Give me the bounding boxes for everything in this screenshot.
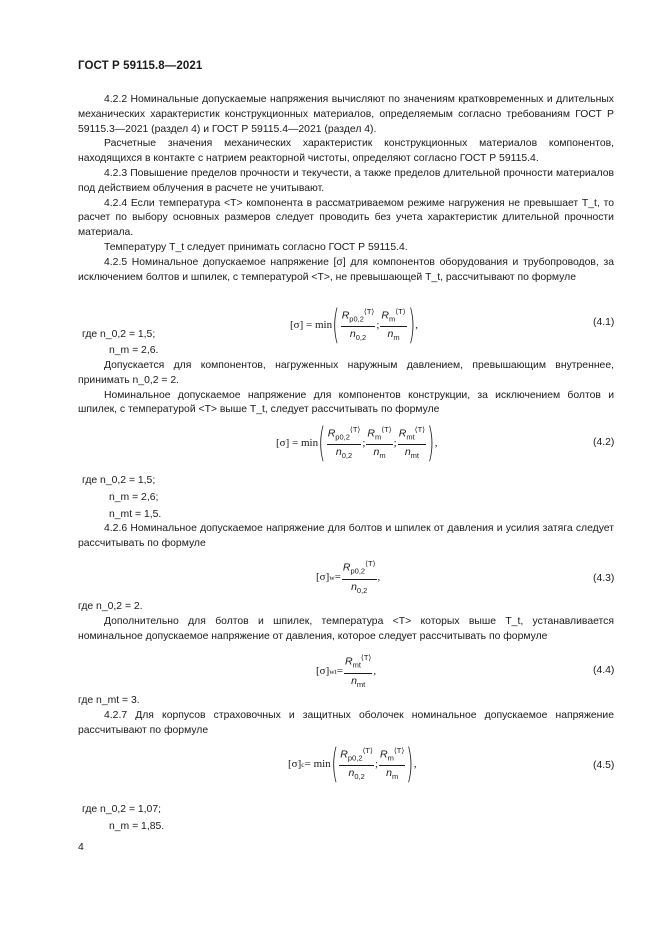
formula-4-1: [σ] = min ( $R_{p0,2}^{⟨T⟩}$ $n_{0,2}$ ; $R_m^{⟨T⟩}$ $n_m$ ) ,: [290, 302, 419, 348]
where-n02-1: где n_0,2 = 1,5;: [82, 329, 156, 340]
where-nmt-4: где n_mt = 3.: [78, 695, 140, 706]
formula-number-4-3: (4.3): [593, 573, 615, 584]
where-nm-1: n_m = 2,6.: [109, 345, 159, 356]
where-nm-2: n_m = 2,6;: [109, 492, 159, 503]
page-number: 4: [78, 842, 84, 853]
where-n02-3: где n_0,2 = 2.: [78, 601, 143, 612]
paragraph-nominal-above-tt: Номинальное допускаемое напряжение для компонентов конструкции, за исключением болтов и шпилек, с температурой <T> выше T_t, следует рассчитывать по формуле: [78, 389, 614, 416]
text-block-1: [78, 93, 614, 285]
where-n02-5: где n_0,2 = 1,07;: [82, 804, 162, 815]
paragraph-allowed-external-pressure: Допускается для компонентов, нагруженных наружным давлением, превышающим внутреннее, принимать n_0,2 = 2.: [78, 360, 614, 386]
paragraph-additional-bolts: Дополнительно для болтов и шпилек, температура <T> которых выше T_t, устанавливается номинальное допускаемое напряжение от давления, которое следует рассчитывать по формуле: [78, 616, 614, 642]
where-nmt-2: n_mt = 1,5.: [109, 509, 162, 520]
text-block-3: [78, 522, 614, 552]
formula-4-2: [σ] = min ( $R_{p0,2}^{⟨T⟩}$ $n_{0,2}$ ; $R_m^{⟨T⟩}$ $n_m$ ; $R_{mt}^{⟨T⟩}$ $n_{mt}$ ) ,: [276, 420, 438, 466]
paragraph-sodium-contact: Расчетные значения механических характеристик конструкционных материалов компонентов, находящихся в контакте с натрием реакторной чистоты, определяют согласно ГОСТ Р 59115.4.: [78, 138, 614, 165]
paragraph-4-2-4: 4.2.4 Если температура <T> компонента в рассматриваемом режиме нагружения не превышает T_t, то расчет по выбору основных размеров следует проводить без учета характеристик длительной прочности материала.: [78, 197, 614, 239]
paragraph-4-2-3: 4.2.3 Повышение пределов прочности и текучести, а также пределов длительной прочности материалов под действием облучения в расчете не учитывают.: [78, 167, 614, 194]
formula-number-4-2: (4.2): [593, 437, 615, 448]
text-block-4: [78, 615, 614, 645]
where-nm-5: n_m = 1,85.: [109, 821, 165, 832]
formula-number-4-4: (4.4): [593, 665, 615, 676]
formula-4-4: [σ] wt = $R_{mt}^{⟨T⟩}$ $n_{mt}$ ,: [316, 653, 377, 689]
formula-4-3: [σ] w = $R_{p0,2}^{⟨T⟩}$ $n_{0,2}$ ,: [316, 559, 381, 595]
document-code-header: ГОСТ Р 59115.8—2021: [78, 60, 203, 72]
formula-4-5: [σ] c = min ( $R_{p0,2}^{⟨T⟩}$ $n_{0,2}$ ; $R_m^{⟨T⟩}$ $n_m$ ) ,: [288, 741, 417, 787]
paragraph-4-2-5: 4.2.5 Номинальное допускаемое напряжение [σ] для компонентов оборудования и трубопроводов, за исключением болтов и шпилек, с температурой <T>, не превышающей T_t, рассчитывают по формуле: [78, 256, 614, 283]
formula-number-4-5: (4.5): [593, 760, 615, 771]
paragraph-4-2-6: 4.2.6 Номинальное допускаемое напряжение для болтов и шпилек от давления и усилия затяга следует рассчитывать по формуле: [78, 523, 614, 549]
paragraph-4-2-2: 4.2.2 Номинальные допускаемые напряжения вычисляют по значениям кратковременных и длительных механических характеристик конструкционных материалов, определяемым согласно требованиям ГОСТ Р 59115.3—2021 (раздел 4) и ГОСТ Р 59115.4—2021 (раздел 4).: [78, 94, 614, 135]
paragraph-4-2-7: 4.2.7 Для корпусов страховочных и защитных оболочек номинальное допускаемое напряжение рассчитывают по формуле: [78, 710, 614, 736]
text-block-2: [78, 359, 614, 418]
where-n02-2: где n_0,2 = 1,5;: [82, 475, 156, 486]
formula-number-4-1: (4.1): [593, 317, 615, 328]
text-block-5: [78, 709, 614, 739]
paragraph-temperature-tt: Температуру T_t следует принимать согласно ГОСТ Р 59115.4.: [104, 241, 408, 253]
